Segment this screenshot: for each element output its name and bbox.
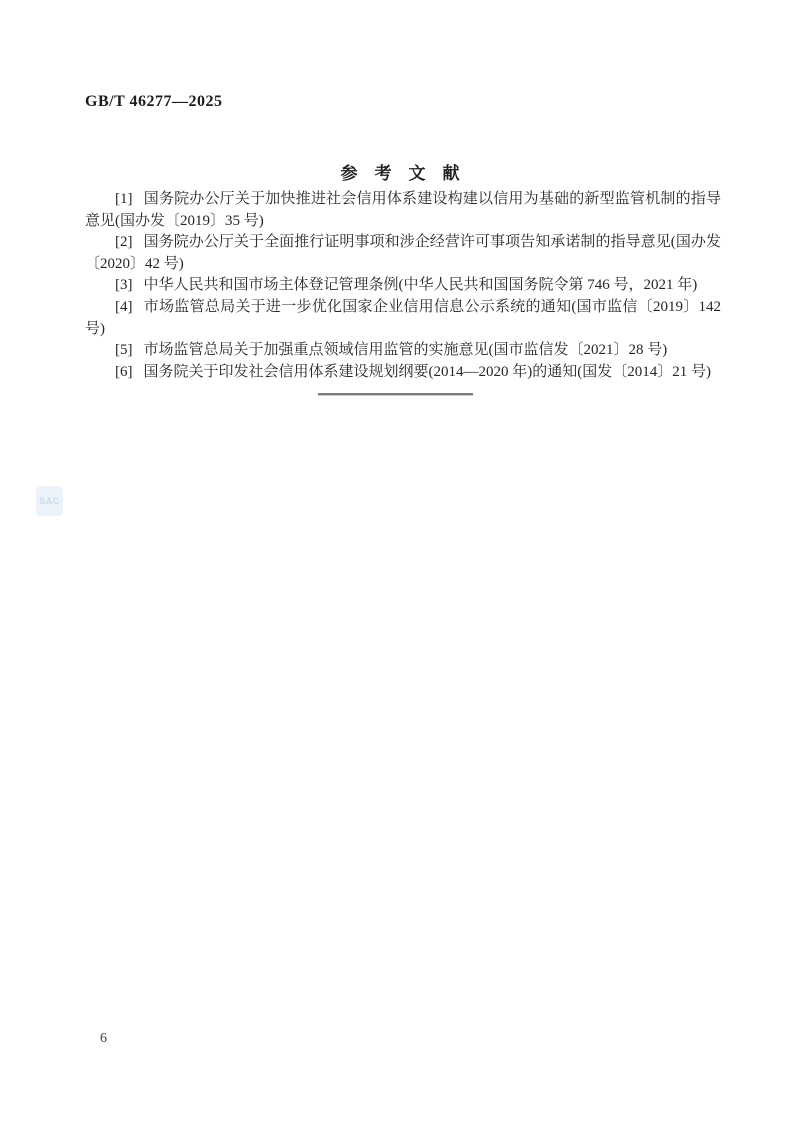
sac-watermark-text: SAC [39, 496, 60, 506]
reference-text: 国务院办公厅关于加快推进社会信用体系建设构建以信用为基础的新型监管机制的指导意见(国办发〔2019〕35 号) [85, 191, 721, 229]
reference-item [85, 340, 721, 362]
page-number: 6 [100, 1031, 107, 1046]
reference-text: 国务院办公厅关于全面推行证明事项和涉企经营许可事项告知承诺制的指导意见(国办发〔2020〕42 号) [85, 234, 721, 272]
page-title: 参 考 文 献 [340, 164, 460, 183]
end-of-text-divider [318, 393, 473, 396]
reference-text: 中华人民共和国市场主体登记管理条例(中华人民共和国国务院令第 746 号，2021 年) [143, 277, 698, 294]
reference-label: [5] [115, 342, 133, 359]
reference-label: [1] [115, 191, 133, 207]
reference-label: [4] [115, 298, 133, 315]
reference-item [85, 297, 721, 340]
sac-watermark-logo [36, 486, 63, 516]
standard-number-header: GB/T 46277—2025 [85, 93, 223, 110]
reference-label: [3] [115, 277, 133, 294]
reference-text: 国务院关于印发社会信用体系建设规划纲要(2014—2020 年)的通知(国发〔2014〕21 号) [143, 363, 711, 380]
reference-list [85, 189, 721, 383]
reference-item [85, 189, 721, 232]
reference-label: [6] [115, 363, 133, 380]
reference-label: [2] [115, 234, 133, 251]
reference-item [85, 362, 721, 384]
reference-text: 市场监管总局关于进一步优化国家企业信用信息公示系统的通知(国市监信〔2019〕142 号) [85, 298, 721, 337]
reference-item [85, 232, 721, 275]
reference-item [85, 275, 721, 297]
reference-text: 市场监管总局关于加强重点领域信用监管的实施意见(国市监信发〔2021〕28 号) [143, 342, 668, 359]
